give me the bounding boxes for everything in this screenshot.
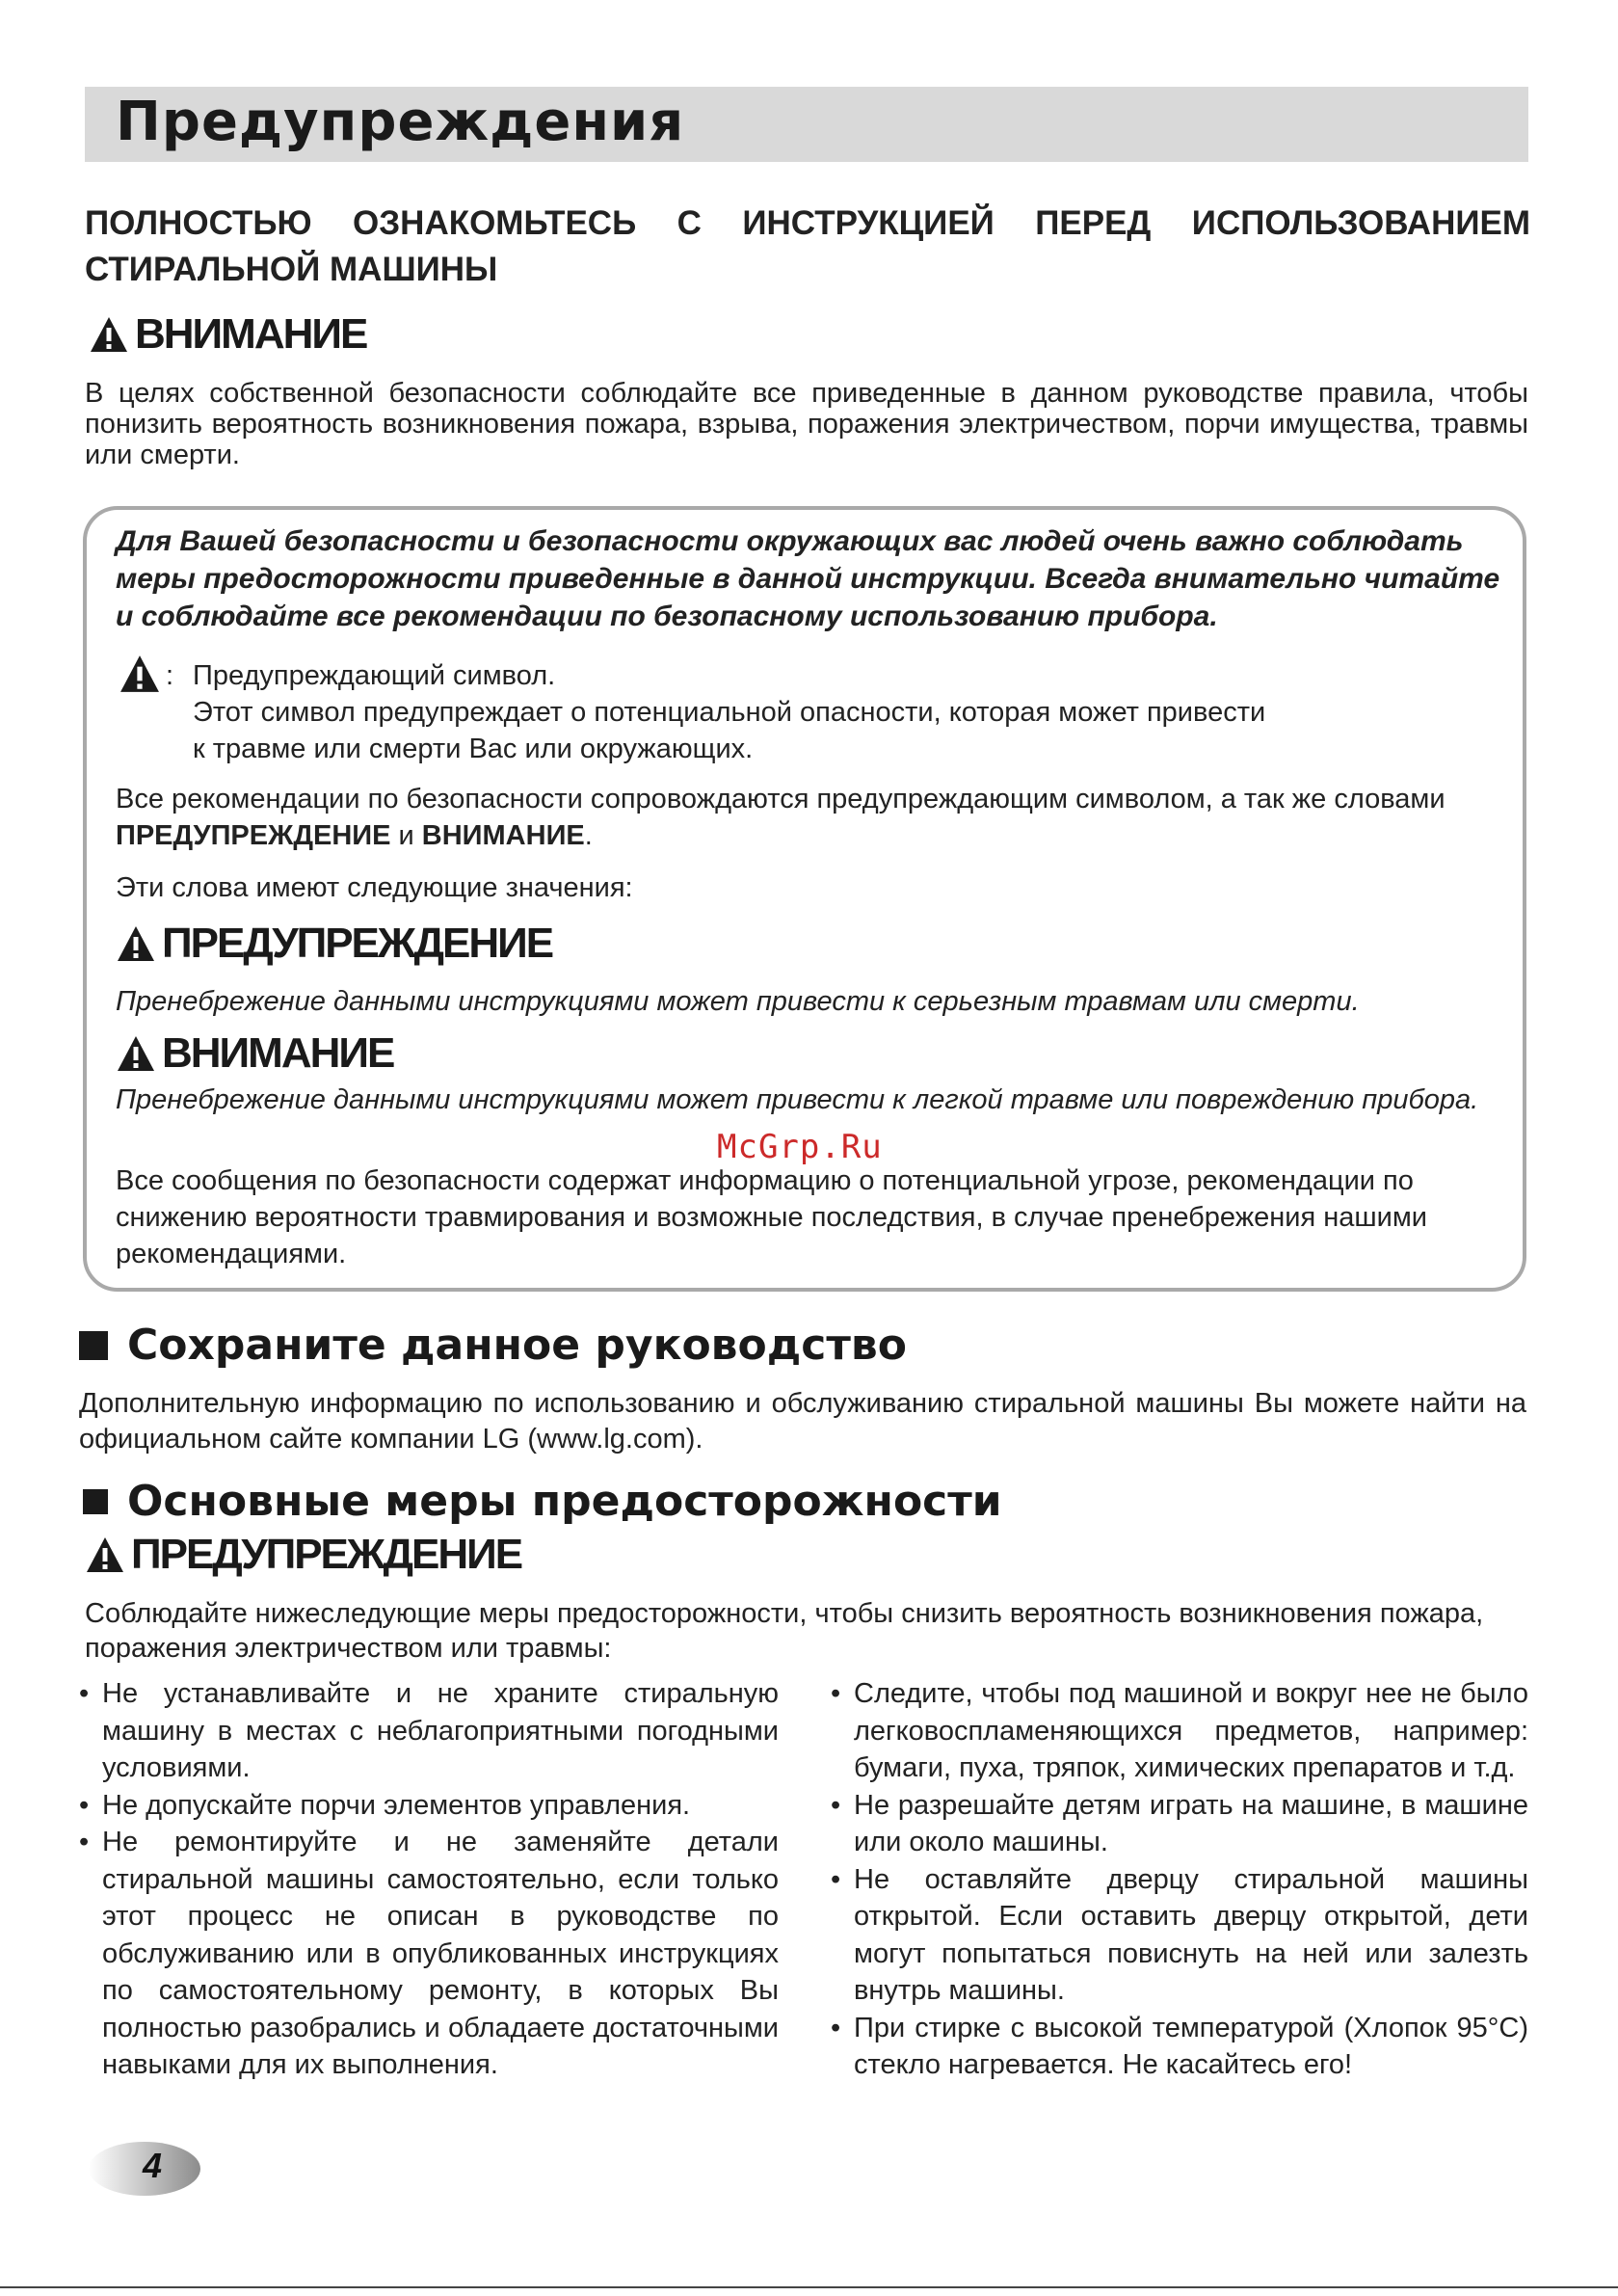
warning-triangle-icon [85,1535,125,1574]
list-item: • Не разрешайте детям играть на машине, в машине или около машины. [831,1787,1528,1861]
word-warning: ПРЕДУПРЕЖДЕНИЕ [116,820,391,851]
box-caution-heading: ВНИМАНИЕ [116,1029,393,1078]
list-item: • Не ремонтируйте и не заменяйте детали стиральной машины самостоятельно, если только этот процесс не описан в руководстве по обслуживанию или в опубликованных инструкциях по самостоятельному ремонту, в которых Вы полностью разобрались и обладаете достаточными навыками для их выполнения. [79,1824,779,2084]
list-item: • При стирке с высокой температурой (Хлопок 95°C) стекло нагревается. Не касайтесь его! [831,2010,1528,2084]
box-caution-text: Пренебрежение данными инструкциями может привести к легкой травме или повреждению прибора. [116,1084,1479,1115]
square-bullet-icon [83,1489,108,1514]
word-caution: ВНИМАНИЕ [421,820,585,851]
subtitle: ПОЛНОСТЬЮ ОЗНАКОМЬТЕСЬ С ИНСТРУКЦИЕЙ ПЕРЕД ИСПОЛЬЗОВАНИЕМ СТИРАЛЬНОЙ МАШИНЫ [85,204,1530,288]
basic-warning-heading: ПРЕДУПРЕЖДЕНИЕ [85,1531,521,1579]
section-basic-heading: Основные меры предосторожности [83,1477,1002,1526]
list-item: • Не допускайте порчи элементов управления. [79,1787,779,1825]
meanings-text: Эти слова имеют следующие значения: [116,872,633,903]
recommend-text: Все рекомендации по безопасности сопровождаются предупреждающим символом, а так же словами ПРЕДУПРЕЖДЕНИЕ и ВНИМАНИЕ. [116,784,1446,851]
symbol-line-3: к травме или смерти Вас или окружающих. [193,734,754,764]
list-item: • Не устанавливайте и не храните стиральную машину в местах с неблагоприятными погодными условиями. [79,1675,779,1787]
caution-heading-text: ВНИМАНИЕ [135,310,367,358]
section-save-text: Дополнительную информацию по использованию и обслуживанию стиральной машины Вы можете найти на официальном сайте компании LG (www.lg.com). [79,1388,1526,1455]
warning-triangle-icon [89,315,129,354]
list-item: • Следите, чтобы под машиной и вокруг нее не было легковоспламеняющихся предметов, например: бумаги, пуха, тряпок, химических препаратов и т.д. [831,1675,1528,1787]
watermark: McGrp.Ru [717,1128,883,1166]
right-column [831,1675,1528,2084]
section-save-heading: Сохраните данное руководство [79,1321,907,1370]
intro-paragraph: В целях собственной безопасности соблюдайте все приведенные в данном руководстве правила, чтобы понизить вероятность возникновения пожара, взрыва, поражения электричеством, порчи имущества, травмы или смерти. [85,378,1528,470]
box-warning-text: Пренебрежение данными инструкциями может привести к серьезным травмам или смерти. [116,986,1360,1017]
warning-triangle-icon [118,654,162,694]
page-number: 4 [83,2138,202,2198]
footer-line [0,2286,1618,2288]
box-intro: Для Вашей безопасности и безопасности окружающих вас людей очень важно соблюдать меры предосторожности приведенные в данной инструкции. Всегда внимательно читайте и соблюдайте все рекомендации по безопасному использованию прибора. [116,525,1500,632]
all-messages-text: Все сообщения по безопасности содержат информацию о потенциальной угрозе, рекомендации по снижению вероятности травмирования и возможные последствия, в случае пренебрежения нашими рекомендациями. [116,1165,1427,1269]
page-title: Предупреждения [116,91,685,153]
symbol-line-2: Этот символ предупреждает о потенциальной опасности, которая может привести [193,697,1266,728]
basic-intro: Соблюдайте нижеследующие меры предосторожности, чтобы снизить вероятность возникновения пожара, поражения электричеством или травмы: [85,1598,1484,1664]
box-warning-heading: ПРЕДУПРЕЖДЕНИЕ [116,920,552,968]
caution-heading [89,310,366,359]
warning-triangle-icon [116,924,156,963]
left-column [79,1675,779,2084]
title-bar [85,87,1528,162]
square-bullet-icon [79,1331,108,1360]
list-item: • Не оставляйте дверцу стиральной машины открытой. Если оставить дверцу открытой, дети могут попытаться повиснуть на ней или залезть внутрь машины. [831,1861,1528,2010]
symbol-line-1: Предупреждающий символ. [193,660,556,691]
warning-triangle-icon [116,1034,156,1073]
